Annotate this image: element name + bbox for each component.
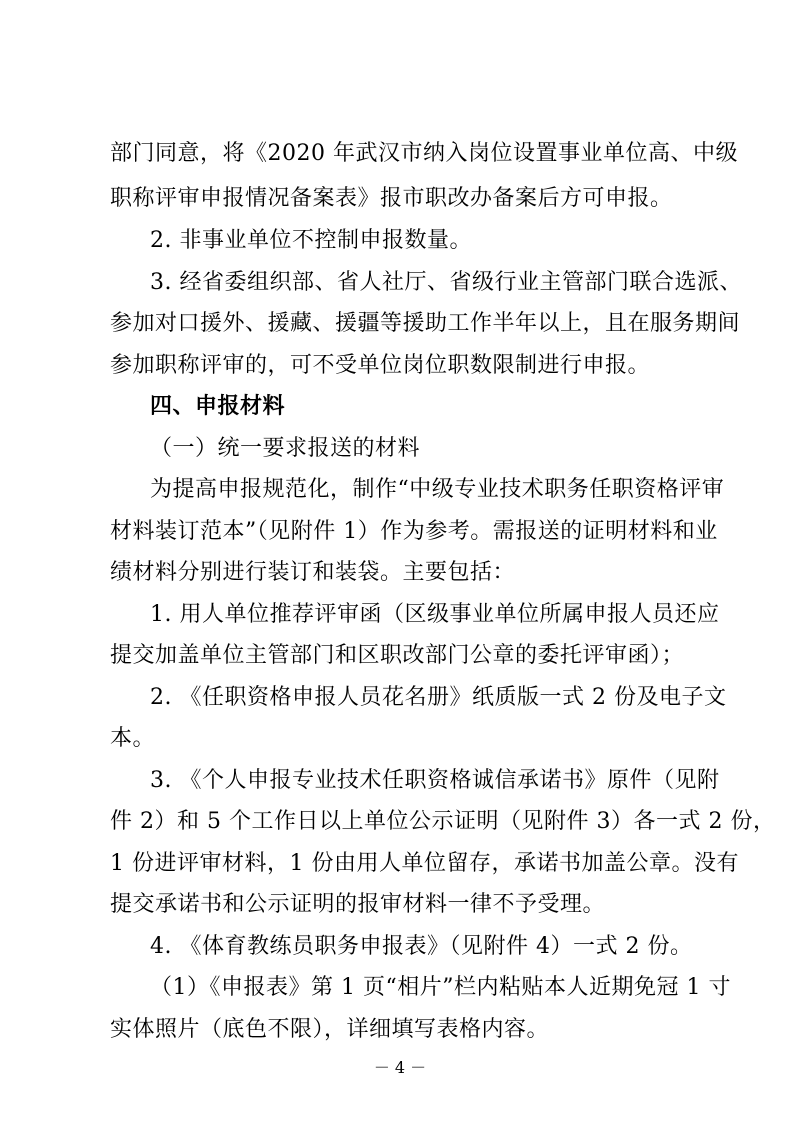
section-heading: 四、申报材料 bbox=[150, 394, 286, 419]
list-item-line: 2. 《任职资格申报人员花名册》纸质版一式 2 份及电子文 bbox=[150, 685, 727, 710]
list-item-line: 3. 经省委组织部、省人社厅、省级行业主管部门联合选派、 bbox=[150, 270, 742, 295]
paragraph-line: 提交承诺书和公示证明的报审材料一律不予受理。 bbox=[110, 892, 606, 917]
paragraph-line: 参加职称评审的，可不受单位岗位职数限制进行申报。 bbox=[110, 353, 651, 378]
paragraph-line: 材料装订范本”（见附件 1）作为参考。需报送的证明材料和业 bbox=[110, 519, 718, 544]
paragraph-line: 部门同意，将《2020 年武汉市纳入岗位设置事业单位高、中级 bbox=[110, 141, 738, 166]
list-item-line: （1）《申报表》第 1 页“相片”栏内粘贴本人近期免冠 1 寸 bbox=[150, 975, 731, 1000]
paragraph-line: 1 份进评审材料，1 份由用人单位留存，承诺书加盖公章。没有 bbox=[110, 851, 739, 876]
paragraph-line: 职称评审申报情况备案表》报市职改办备案后方可申报。 bbox=[110, 186, 673, 211]
paragraph-line: 为提高申报规范化，制作“中级专业技术职务任职资格评审 bbox=[150, 477, 725, 502]
list-item-line: 4. 《体育教练员职务申报表》（见附件 4）一式 2 份。 bbox=[150, 934, 693, 959]
paragraph-line: 件 2）和 5 个工作日以上单位公示证明（见附件 3）各一式 2 份， bbox=[110, 809, 776, 834]
subsection-heading: （一）统一要求报送的材料 bbox=[150, 436, 421, 461]
paragraph-line: 绩材料分别进行装订和装袋。主要包括： bbox=[110, 560, 516, 585]
list-item-line: 3. 《个人申报专业技术任职资格诚信承诺书》原件（见附 bbox=[150, 768, 720, 793]
paragraph-line: 实体照片（底色不限），详细填写表格内容。 bbox=[110, 1017, 550, 1042]
paragraph-line: 提交加盖单位主管部门和区职改部门公章的委托评审函）； bbox=[110, 643, 685, 668]
page-number: － 4 － bbox=[373, 1058, 427, 1077]
paragraph-line: 参加对口援外、援藏、援疆等援助工作半年以上，且在服务期间 bbox=[110, 311, 741, 336]
list-item-line: 2. 非事业单位不控制申报数量。 bbox=[150, 228, 472, 253]
list-item-line: 1. 用人单位推荐评审函（区级事业单位所属申报人员还应 bbox=[150, 602, 720, 627]
paragraph-line: 本。 bbox=[110, 726, 156, 751]
